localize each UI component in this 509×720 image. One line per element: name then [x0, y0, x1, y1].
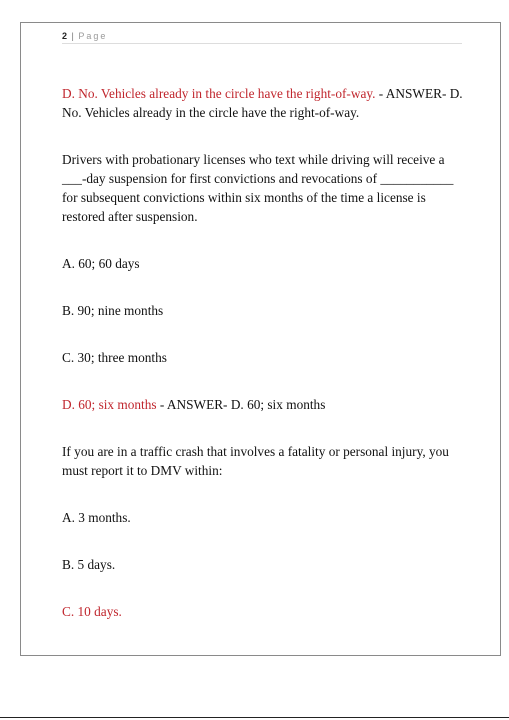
option-c: C. 30; three months — [62, 350, 167, 365]
option-c-answer: C. 10 days. — [62, 604, 122, 619]
option-a: A. 60; 60 days — [62, 256, 140, 271]
answer-text: - ANSWER- D. 60; six months — [156, 397, 326, 412]
answer-line-1 — [62, 84, 466, 122]
option-d-answer — [62, 395, 466, 414]
answer-text: - ANSWER- D. No. Vehicles already in the circle have the right-of-way. — [62, 86, 463, 120]
question-probationary: Drivers with probationary licenses who text while driving will receive a ___-day suspension for first convictions and revocations of ___________ for subsequent convictions within six months of the time a license is restored after suspension. — [62, 152, 454, 224]
page-label: Page — [78, 31, 108, 41]
answer-highlight: D. No. Vehicles already in the circle have the right-of-way. — [62, 86, 376, 101]
option-b: B. 5 days. — [62, 557, 116, 572]
page-header — [62, 29, 462, 43]
page-number: 2 — [62, 31, 68, 41]
header-separator: | — [71, 31, 74, 41]
option-b: B. 90; nine months — [62, 303, 164, 318]
header-rule — [62, 43, 462, 44]
option-a: A. 3 months. — [62, 510, 131, 525]
question-crash-report: If you are in a traffic crash that involves a fatality or personal injury, you must report it to DMV within: — [62, 444, 449, 478]
answer-highlight: D. 60; six months — [62, 397, 157, 412]
document-content — [62, 84, 466, 621]
bottom-rule — [0, 717, 509, 718]
